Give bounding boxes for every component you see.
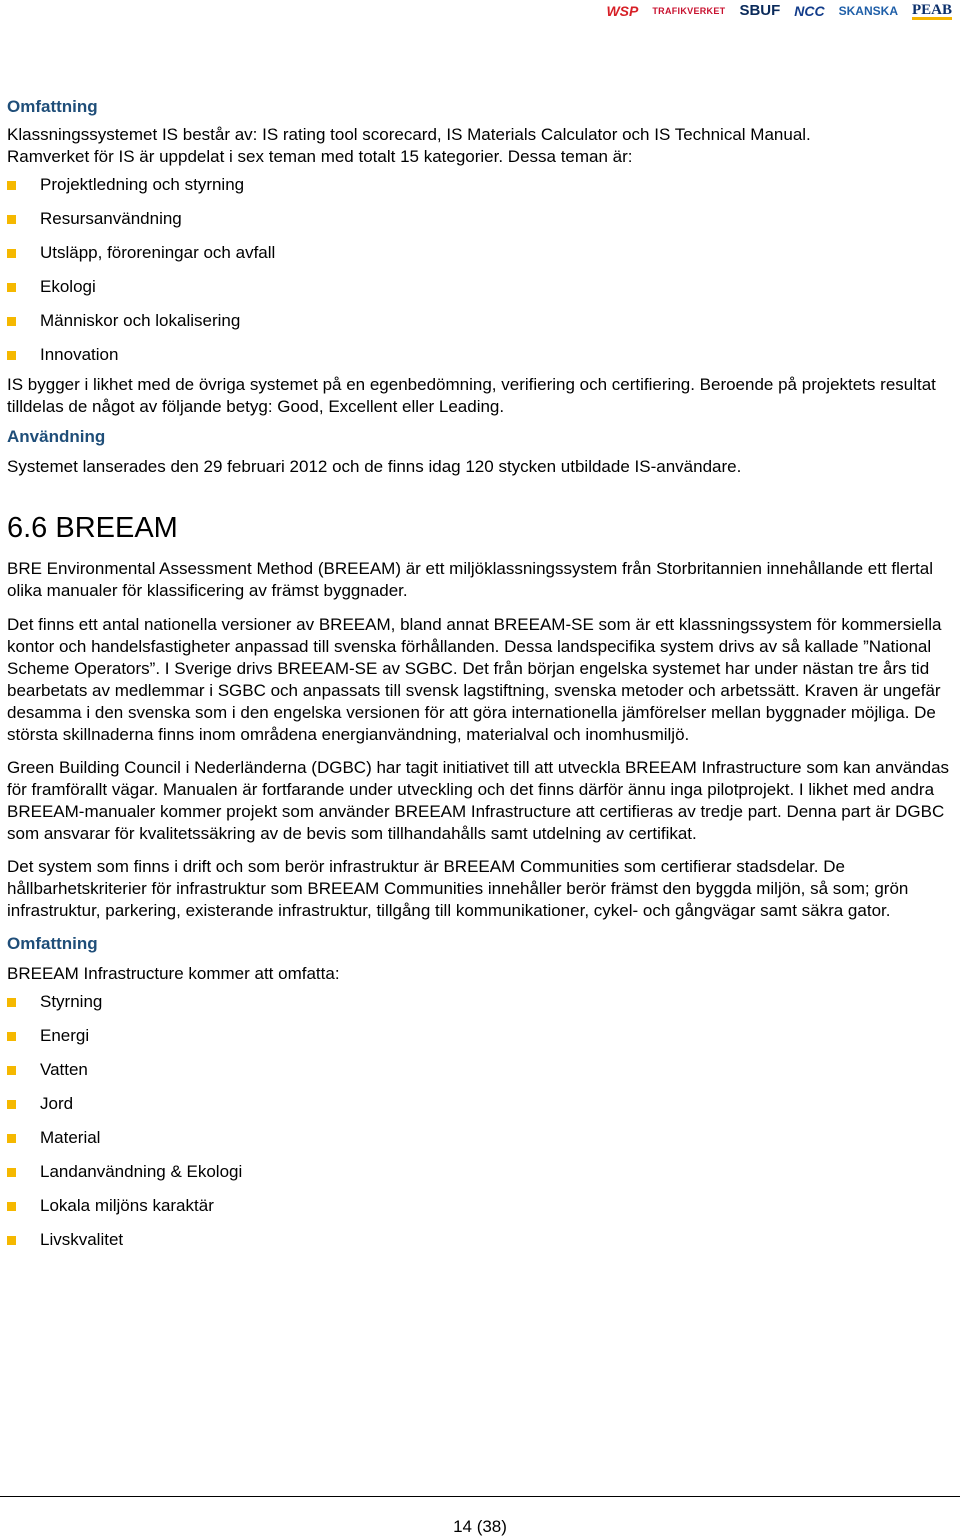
list-item: Projektledning och styrning <box>7 173 952 207</box>
bullet-icon <box>7 1134 16 1143</box>
bullet-icon <box>7 317 16 326</box>
breeam-section-title: 6.6 BREEAM <box>7 512 178 544</box>
sbuf-logo: SBUF <box>739 2 781 19</box>
bullet-icon <box>7 249 16 258</box>
bullet-icon <box>7 1168 16 1177</box>
breeam-paragraph-4: Det system som finns i drift och som berör infrastruktur är BREEAM Communities som certifierar stadsdelar. De hållbarhetskriterier för infrastruktur som BREEAM Communities innehåller berör främst den byggda miljön, så som; grön infrastruktur, parkering, existerande infrastruktur, tillgång till kommunikationer, cykel- och gångvägar samt säkra gator. <box>7 857 909 920</box>
is-themes-list <box>7 173 952 377</box>
anvandning-paragraph: Systemet lanserades den 29 februari 2012 och de finns idag 120 stycken utbildade IS-användare. <box>7 457 742 476</box>
list-item: Resursanvändning <box>7 207 952 241</box>
bullet-icon <box>7 351 16 360</box>
breeam-omfattning-intro: BREEAM Infrastructure kommer att omfatta: <box>7 964 340 983</box>
peab-logo: PEAB <box>911 1 952 18</box>
list-item: Landanvändning & Ekologi <box>7 1160 952 1194</box>
anvandning-heading: Användning <box>7 427 106 446</box>
breeam-paragraph-1: BRE Environmental Assessment Method (BREEAM) är ett miljöklassningssystem från Storbritannien innehållande ett flertal olika manualer för klassificering av främst byggnader. <box>7 559 933 600</box>
breeam-omfattning-heading: Omfattning <box>7 934 98 953</box>
ncc-logo: NCC <box>794 3 825 19</box>
skanska-logo: SKANSKA <box>838 4 898 18</box>
wsp-logo: WSP <box>606 3 639 19</box>
list-item: Innovation <box>7 343 952 377</box>
bullet-icon <box>7 1066 16 1075</box>
bullet-icon <box>7 1100 16 1109</box>
list-item: Utsläpp, föroreningar och avfall <box>7 241 952 275</box>
breeam-paragraph-2: Det finns ett antal nationella versioner av BREEAM, bland annat BREEAM-SE som är ett klassningssystem för kommersiella kontor och handelsfastigheter anpassad till svenska förhållanden. Dessa landspecifika system drivs av så kallade ”National Scheme Operators”. I Sverige drivs BREEAM-SE av SGBC. Det från början engelska systemet har under nästan tre års tid bearbetats av medlemmar i SGBC och anpassats till svensk lagstiftning, svenska metoder och arbetssätt. Kraven är ungefär desamma i den svenska som i den engelska versionen för att göra internationella jämförelser mellan byggnader möjliga. De största skillnaderna finns inom områdena energianvändning, materialval och inomhusmiljö. <box>7 615 942 744</box>
bullet-icon <box>7 1202 16 1211</box>
bullet-icon <box>7 283 16 292</box>
is-rating-paragraph: IS bygger i likhet med de övriga systemet på en egenbedömning, verifiering och certifiering. Beroende på projektets resultat tilldelas de något av följande betyg: Good, Excellent eller Leading. <box>7 375 936 416</box>
list-item: Material <box>7 1126 952 1160</box>
omfattning-heading: Omfattning <box>7 97 98 116</box>
list-item: Energi <box>7 1024 952 1058</box>
list-item: Livskvalitet <box>7 1228 952 1262</box>
trafikverket-logo: TRAFIKVERKET <box>652 6 726 16</box>
list-item: Ekologi <box>7 275 952 309</box>
page-number: 14 (38) <box>453 1517 507 1536</box>
is-intro-line1: Klassningssystemet IS består av: IS rating tool scorecard, IS Materials Calculator och IS Technical Manual. <box>7 125 811 144</box>
breeam-scope-list <box>7 990 952 1262</box>
breeam-paragraph-3: Green Building Council i Nederländerna (DGBC) har tagit initiativet till att utveckla BREEAM Infrastructure som kan användas för framförallt vägar. Manualen är fortfarande under utveckling och det finns därför ännu inga pilotprojekt. I likhet med andra BREEAM-manualer kommer projekt som använder BREEAM Infrastructure att certifieras av tredje part. Denna part är DGBC som ansvarar för kvalitetssäkring av de bevis som tillhandahålls samt utdelning av certifikat. <box>7 758 950 843</box>
list-item: Lokala miljöns karaktär <box>7 1194 952 1228</box>
bullet-icon <box>7 181 16 190</box>
is-intro-line2: Ramverket för IS är uppdelat i sex teman med totalt 15 kategorier. Dessa teman är: <box>7 147 633 166</box>
list-item: Jord <box>7 1092 952 1126</box>
bullet-icon <box>7 215 16 224</box>
list-item: Vatten <box>7 1058 952 1092</box>
partner-logos <box>606 0 952 22</box>
footer-divider <box>0 1496 960 1497</box>
bullet-icon <box>7 998 16 1007</box>
list-item: Styrning <box>7 990 952 1024</box>
list-item: Människor och lokalisering <box>7 309 952 343</box>
document-body <box>7 92 952 1262</box>
bullet-icon <box>7 1236 16 1245</box>
bullet-icon <box>7 1032 16 1041</box>
